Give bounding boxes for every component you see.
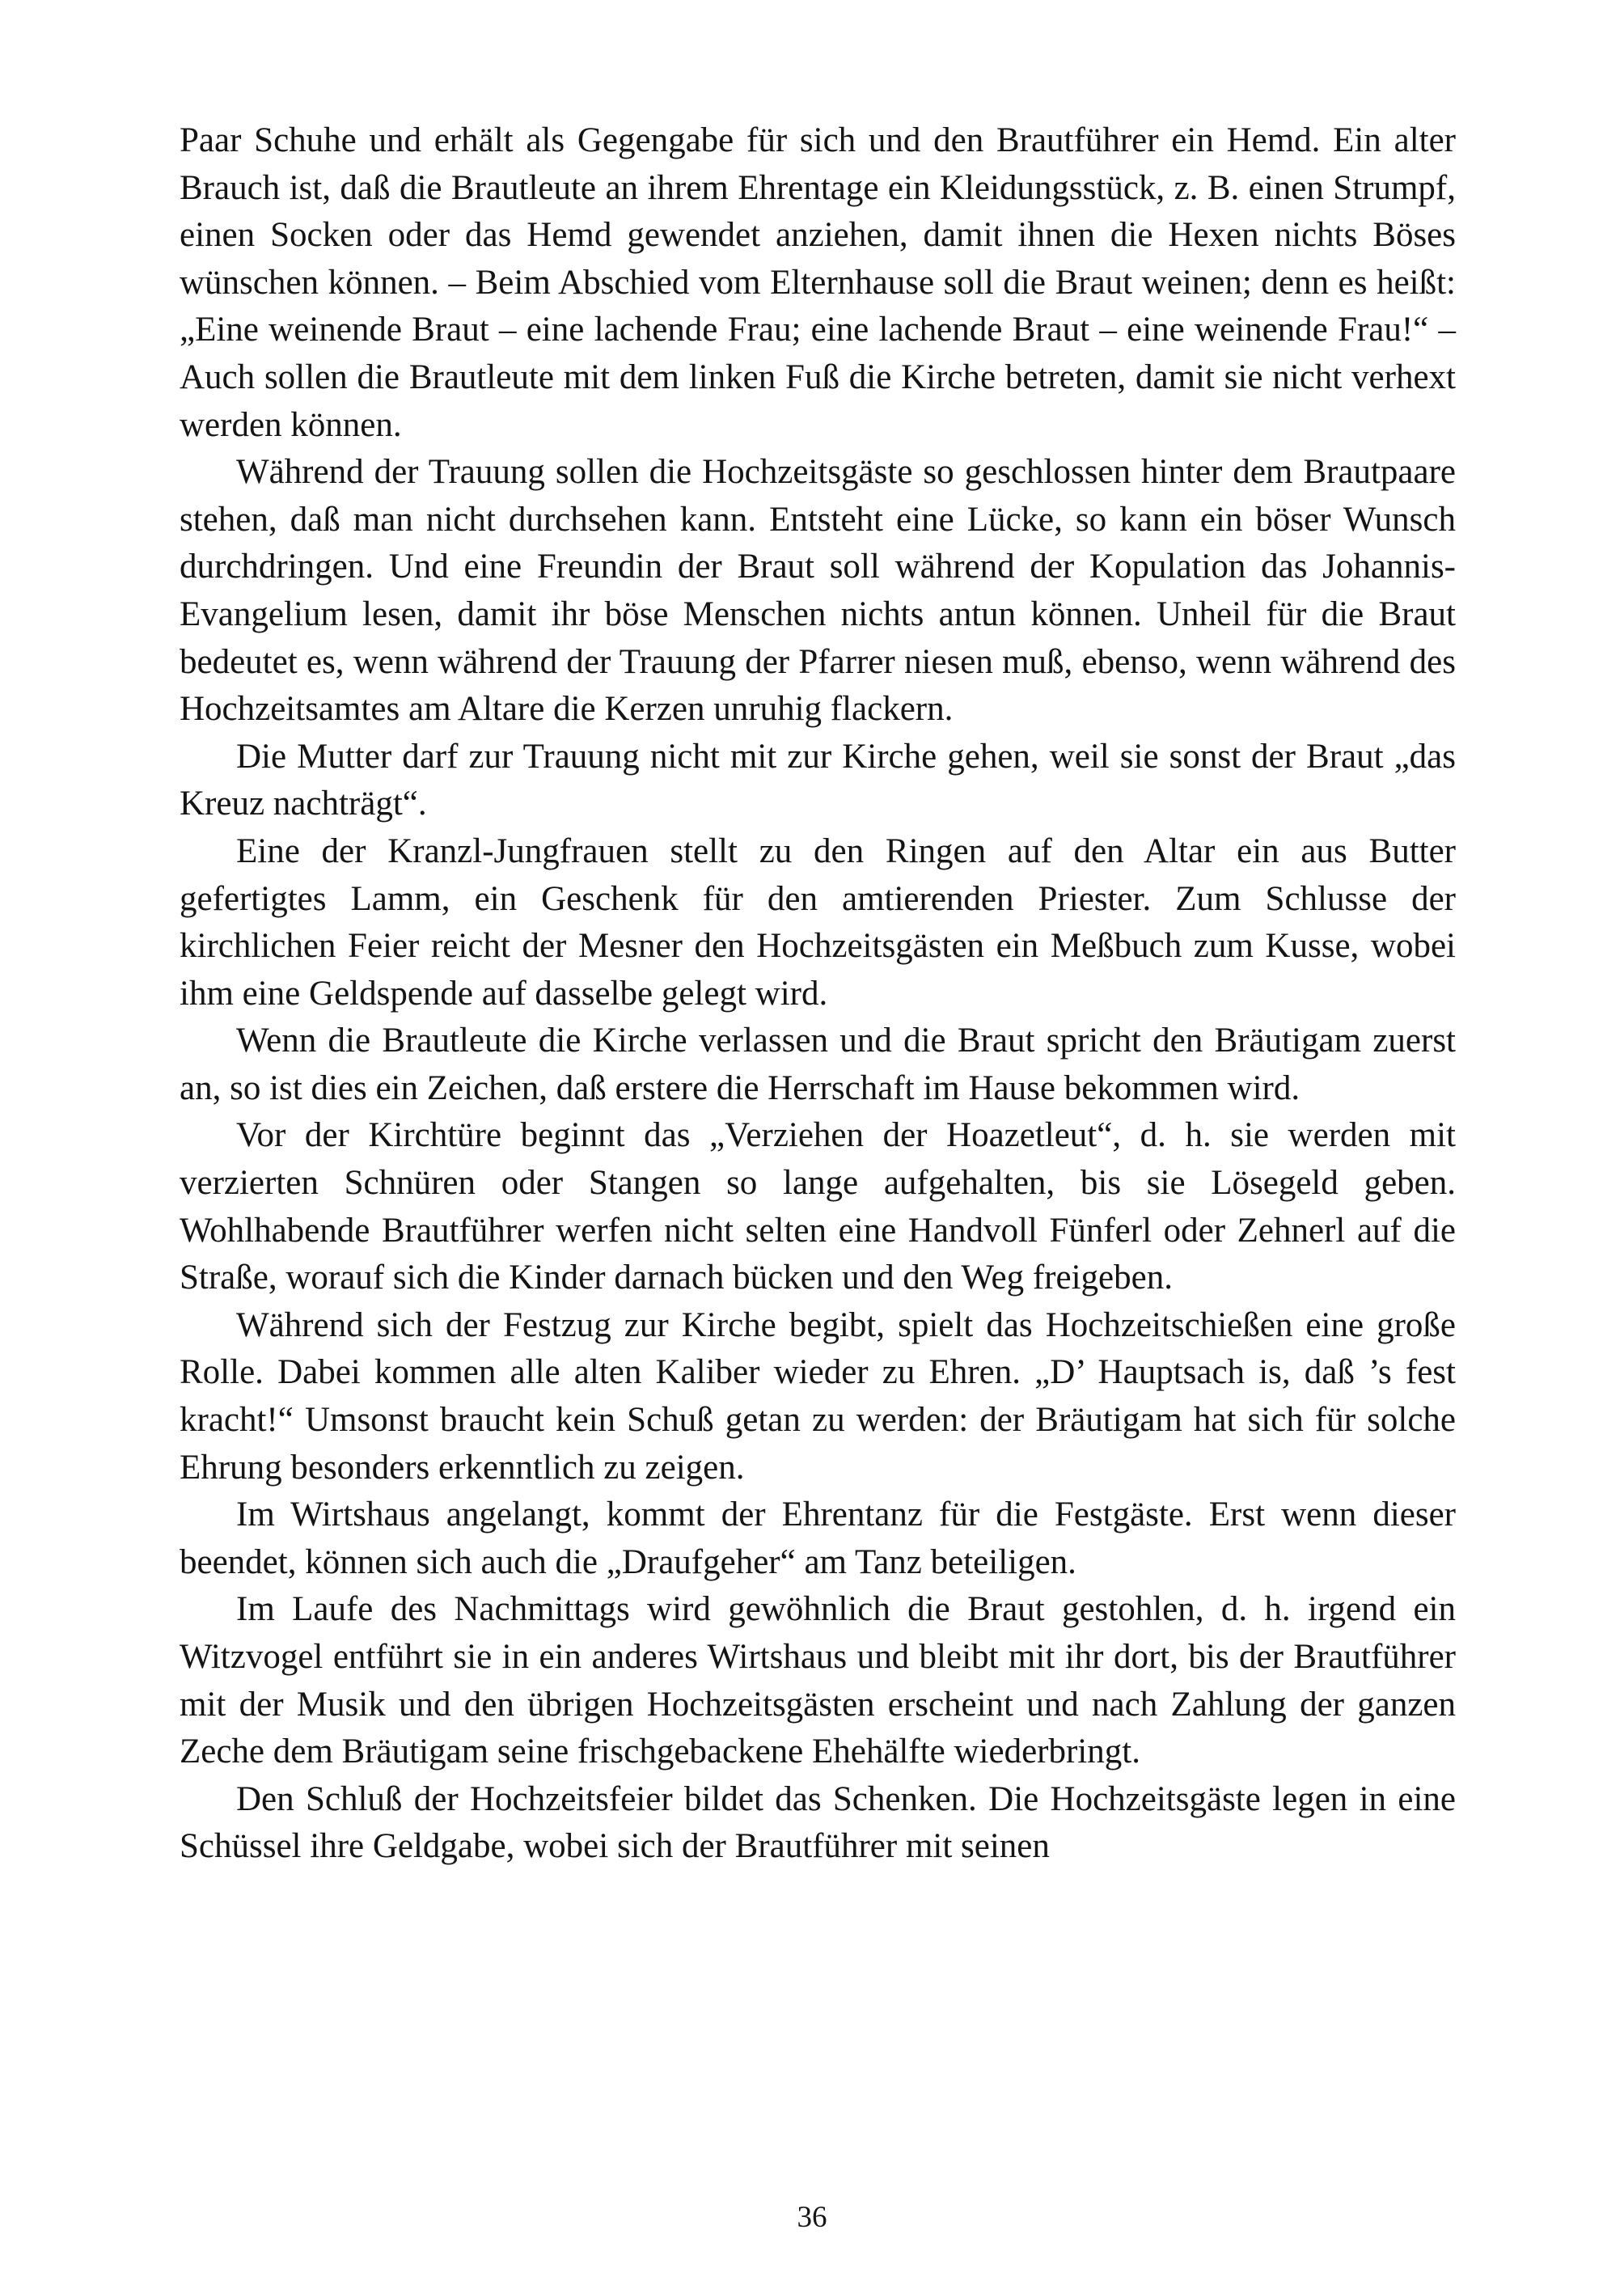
paragraph-trauung: Während der Trauung sollen die Hochzeitsgäste so geschlossen hinter dem Brautpaare stehen, daß man nicht durchsehen kann. Entsteht eine Lücke, so kann ein böser Wunsch durchdringen. Und eine Freundin der Braut soll während der Kopulation das Johannis-Evangelium lesen, damit ihr böse Menschen nichts antun können. Unheil für die Braut bedeutet es, wenn während der Trauung der Pfarrer niesen muß, ebenso, wenn während des Hochzeitsamtes am Altare die Kerzen unruhig flackern. (180, 453, 1456, 729)
paragraph-mutter: Die Mutter darf zur Trauung nicht mit zur Kirche gehen, weil sie sonst der Braut „das Kreuz nachträgt“. (180, 737, 1456, 823)
paragraph-continued-wedding-customs: Paar Schuhe und erhält als Gegengabe für sich und den Brautführer ein Hemd. Ein alter Brauch ist, daß die Brautleute an ihrem Ehrentage ein Kleidungsstück, z. B. einen Strumpf, einen Socken oder das Hemd gewendet anziehen, damit ihnen die Hexen nichts Böses wünschen können. – Beim Abschied vom Elternhause soll die Braut weinen; denn es heißt: „Eine weinende Braut – eine lachende Frau; eine lachende Braut – eine weinende Frau!“ – Auch sollen die Brautleute mit dem linken Fuß die Kirche betreten, damit sie nicht verhext werden können. (180, 121, 1456, 444)
paragraph-schenken: Den Schluß der Hochzeitsfeier bildet das Schenken. Die Hochzeitsgäste legen in eine Schüssel ihre Geldgabe, wobei sich der Brautführer mit seinen (180, 1779, 1456, 1866)
page-body (180, 117, 1456, 1871)
paragraph-ehrentanz: Im Wirtshaus angelangt, kommt der Ehrentanz für die Festgäste. Erst wenn dieser beendet, können sich auch die „Draufgeher“ am Tanz beteiligen. (180, 1496, 1456, 1581)
page-number: 36 (797, 2201, 827, 2234)
paragraph-kranzl-jungfrauen: Eine der Kranzl-Jungfrauen stellt zu den Ringen auf den Altar ein aus Butter gefertigtes Lamm, ein Geschenk für den amtierenden Priester. Zum Schlusse der kirchlichen Feier reicht der Mesner den Hochzeitsgästen ein Meßbuch zum Kusse, wobei ihm eine Geldspende auf dasselbe gelegt wird. (180, 831, 1456, 1013)
paragraph-hochzeitschiessen: Während sich der Festzug zur Kirche begibt, spielt das Hochzeitschießen eine große Rolle. Dabei kommen alle alten Kaliber wieder zu Ehren. „D’ Hauptsach is, daß ’s fest kracht!“ Umsonst braucht kein Schuß getan zu werden: der Bräutigam hat sich für solche Ehrung besonders erkenntlich zu zeigen. (180, 1305, 1456, 1487)
paragraph-kirche-verlassen: Wenn die Brautleute die Kirche verlassen und die Braut spricht den Bräutigam zuerst an, so ist dies ein Zeichen, daß erstere die Herrschaft im Hause bekommen wird. (180, 1022, 1456, 1107)
paragraph-verziehen: Vor der Kirchtüre beginnt das „Verziehen der Hoazetleut“, d. h. sie werden mit verzierten Schnüren oder Stangen so lange aufgehalten, bis sie Lösegeld geben. Wohlhabende Brautführer werfen nicht selten eine Handvoll Fünferl oder Zehnerl auf die Straße, worauf sich die Kinder darnach bücken und den Weg freigeben. (180, 1116, 1456, 1297)
paragraph-braut-gestohlen: Im Laufe des Nachmittags wird gewöhnlich die Braut gestohlen, d. h. irgend ein Witzvogel entführt sie in ein anderes Wirtshaus und bleibt mit ihr dort, bis der Brautführer mit der Musik und den übrigen Hochzeitsgästen erscheint und nach Zahlung der ganzen Zeche dem Bräutigam seine frischgebackene Ehehälfte wiederbringt. (180, 1590, 1456, 1771)
